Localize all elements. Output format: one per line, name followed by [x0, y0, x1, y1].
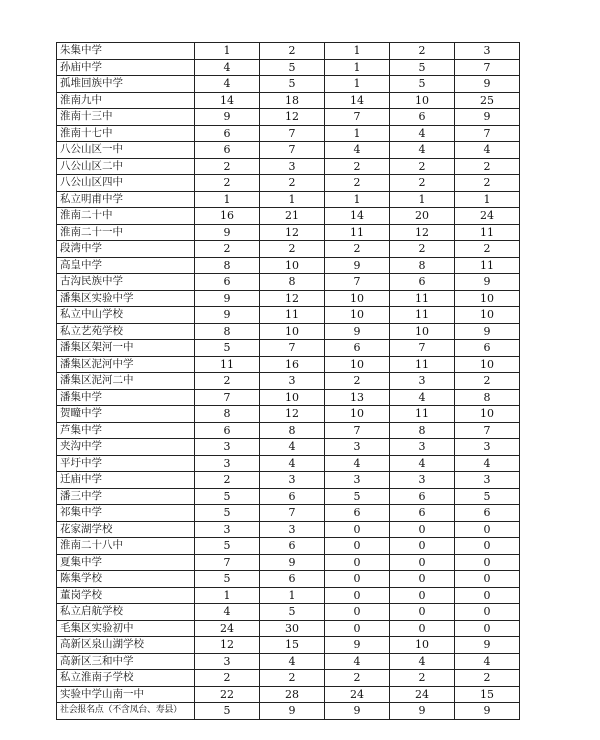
value-cell: 4 [390, 653, 455, 670]
value-cell: 6 [260, 571, 325, 588]
table-row [57, 389, 520, 406]
value-cell: 5 [195, 571, 260, 588]
school-name-cell: 陈集学校 [57, 571, 195, 588]
school-name-cell: 实验中学山南一中 [57, 686, 195, 703]
value-cell: 11 [325, 224, 390, 241]
value-cell: 9 [390, 703, 455, 720]
value-cell: 1 [325, 125, 390, 142]
value-cell: 6 [390, 274, 455, 291]
value-cell: 6 [260, 538, 325, 555]
value-cell: 7 [455, 125, 520, 142]
value-cell: 12 [260, 290, 325, 307]
school-name-cell: 朱集中学 [57, 43, 195, 60]
value-cell: 10 [325, 406, 390, 423]
table-row [57, 653, 520, 670]
value-cell: 3 [455, 472, 520, 489]
table-row [57, 472, 520, 489]
value-cell: 7 [195, 554, 260, 571]
table-row [57, 290, 520, 307]
value-cell: 2 [455, 158, 520, 175]
value-cell: 11 [390, 406, 455, 423]
table-row [57, 637, 520, 654]
value-cell: 9 [325, 323, 390, 340]
value-cell: 11 [455, 257, 520, 274]
table-row [57, 109, 520, 126]
value-cell: 6 [390, 109, 455, 126]
value-cell: 2 [455, 670, 520, 687]
value-cell: 7 [455, 422, 520, 439]
value-cell: 3 [455, 43, 520, 60]
value-cell: 8 [195, 323, 260, 340]
table-row [57, 307, 520, 324]
value-cell: 3 [260, 521, 325, 538]
value-cell: 0 [325, 620, 390, 637]
school-name-cell: 私立艺苑学校 [57, 323, 195, 340]
value-cell: 4 [390, 125, 455, 142]
value-cell: 4 [390, 142, 455, 159]
value-cell: 7 [260, 340, 325, 357]
table-row [57, 340, 520, 357]
value-cell: 3 [260, 158, 325, 175]
table-row [57, 604, 520, 621]
value-cell: 4 [195, 604, 260, 621]
value-cell: 2 [325, 175, 390, 192]
value-cell: 24 [455, 208, 520, 225]
school-name-cell: 私立淮南子学校 [57, 670, 195, 687]
value-cell: 0 [325, 538, 390, 555]
value-cell: 0 [455, 604, 520, 621]
table-row [57, 241, 520, 258]
value-cell: 4 [260, 439, 325, 456]
value-cell: 11 [390, 307, 455, 324]
school-name-cell: 夏集中学 [57, 554, 195, 571]
value-cell: 11 [390, 290, 455, 307]
value-cell: 10 [455, 406, 520, 423]
value-cell: 28 [260, 686, 325, 703]
value-cell: 6 [260, 488, 325, 505]
value-cell: 7 [325, 422, 390, 439]
value-cell: 7 [325, 109, 390, 126]
table-row [57, 587, 520, 604]
value-cell: 5 [390, 76, 455, 93]
table-row [57, 43, 520, 60]
table-row [57, 191, 520, 208]
value-cell: 6 [195, 274, 260, 291]
value-cell: 12 [195, 637, 260, 654]
value-cell: 9 [455, 274, 520, 291]
value-cell: 4 [325, 653, 390, 670]
table-row [57, 455, 520, 472]
table-row [57, 158, 520, 175]
value-cell: 12 [260, 109, 325, 126]
school-name-cell: 私立中山学校 [57, 307, 195, 324]
value-cell: 7 [325, 274, 390, 291]
school-name-cell: 高皇中学 [57, 257, 195, 274]
value-cell: 8 [260, 422, 325, 439]
table-row [57, 125, 520, 142]
value-cell: 1 [325, 59, 390, 76]
value-cell: 21 [260, 208, 325, 225]
school-name-cell: 八公山区二中 [57, 158, 195, 175]
school-name-cell: 潘集区泥河二中 [57, 373, 195, 390]
value-cell: 4 [390, 455, 455, 472]
table-row [57, 554, 520, 571]
value-cell: 0 [390, 521, 455, 538]
value-cell: 1 [325, 76, 390, 93]
school-name-cell: 社会报名点（不含凤台、寿县） [57, 703, 195, 720]
value-cell: 3 [390, 439, 455, 456]
enrollment-table [56, 42, 520, 720]
value-cell: 10 [455, 307, 520, 324]
school-name-cell: 淮南九中 [57, 92, 195, 109]
value-cell: 9 [455, 109, 520, 126]
school-name-cell: 古沟民族中学 [57, 274, 195, 291]
table-row [57, 439, 520, 456]
value-cell: 8 [195, 406, 260, 423]
value-cell: 5 [260, 604, 325, 621]
value-cell: 0 [455, 521, 520, 538]
value-cell: 4 [390, 389, 455, 406]
value-cell: 11 [390, 356, 455, 373]
value-cell: 4 [455, 142, 520, 159]
value-cell: 9 [195, 290, 260, 307]
value-cell: 6 [325, 505, 390, 522]
value-cell: 0 [390, 554, 455, 571]
value-cell: 5 [195, 703, 260, 720]
value-cell: 3 [455, 439, 520, 456]
value-cell: 3 [325, 472, 390, 489]
value-cell: 6 [195, 422, 260, 439]
value-cell: 10 [260, 323, 325, 340]
table-row [57, 488, 520, 505]
value-cell: 6 [325, 340, 390, 357]
value-cell: 0 [455, 554, 520, 571]
value-cell: 1 [195, 191, 260, 208]
value-cell: 9 [260, 703, 325, 720]
value-cell: 25 [455, 92, 520, 109]
table-row [57, 257, 520, 274]
value-cell: 7 [195, 389, 260, 406]
value-cell: 0 [325, 521, 390, 538]
value-cell: 15 [455, 686, 520, 703]
value-cell: 3 [195, 439, 260, 456]
value-cell: 18 [260, 92, 325, 109]
value-cell: 9 [325, 637, 390, 654]
table-row [57, 208, 520, 225]
school-name-cell: 潘集中学 [57, 389, 195, 406]
table-row [57, 76, 520, 93]
value-cell: 9 [455, 76, 520, 93]
value-cell: 2 [455, 241, 520, 258]
value-cell: 0 [455, 538, 520, 555]
value-cell: 12 [260, 406, 325, 423]
value-cell: 7 [260, 505, 325, 522]
value-cell: 12 [390, 224, 455, 241]
value-cell: 2 [260, 670, 325, 687]
school-name-cell: 段湾中学 [57, 241, 195, 258]
value-cell: 9 [195, 224, 260, 241]
value-cell: 10 [455, 356, 520, 373]
school-name-cell: 淮南二十中 [57, 208, 195, 225]
table-row [57, 142, 520, 159]
value-cell: 7 [455, 59, 520, 76]
table-row [57, 538, 520, 555]
value-cell: 2 [390, 43, 455, 60]
value-cell: 2 [325, 670, 390, 687]
value-cell: 7 [390, 340, 455, 357]
value-cell: 0 [325, 554, 390, 571]
value-cell: 4 [260, 455, 325, 472]
value-cell: 10 [390, 92, 455, 109]
value-cell: 0 [455, 571, 520, 588]
value-cell: 2 [195, 670, 260, 687]
value-cell: 6 [195, 142, 260, 159]
value-cell: 2 [325, 373, 390, 390]
value-cell: 4 [195, 76, 260, 93]
value-cell: 15 [260, 637, 325, 654]
value-cell: 3 [195, 653, 260, 670]
value-cell: 0 [390, 571, 455, 588]
value-cell: 0 [455, 587, 520, 604]
table-row [57, 406, 520, 423]
school-name-cell: 潘三中学 [57, 488, 195, 505]
value-cell: 12 [260, 224, 325, 241]
value-cell: 9 [455, 703, 520, 720]
value-cell: 4 [455, 653, 520, 670]
value-cell: 14 [195, 92, 260, 109]
value-cell: 10 [390, 637, 455, 654]
table-row [57, 356, 520, 373]
table-row [57, 505, 520, 522]
value-cell: 3 [260, 373, 325, 390]
value-cell: 16 [195, 208, 260, 225]
table-row [57, 92, 520, 109]
value-cell: 1 [325, 191, 390, 208]
value-cell: 5 [195, 538, 260, 555]
value-cell: 3 [260, 472, 325, 489]
value-cell: 0 [325, 587, 390, 604]
value-cell: 5 [325, 488, 390, 505]
value-cell: 30 [260, 620, 325, 637]
value-cell: 1 [455, 191, 520, 208]
value-cell: 14 [325, 92, 390, 109]
value-cell: 2 [260, 43, 325, 60]
value-cell: 2 [390, 241, 455, 258]
value-cell: 6 [455, 505, 520, 522]
value-cell: 2 [195, 373, 260, 390]
value-cell: 0 [325, 604, 390, 621]
value-cell: 5 [195, 488, 260, 505]
value-cell: 24 [195, 620, 260, 637]
value-cell: 2 [195, 175, 260, 192]
value-cell: 2 [390, 158, 455, 175]
value-cell: 4 [325, 455, 390, 472]
value-cell: 6 [195, 125, 260, 142]
value-cell: 9 [455, 323, 520, 340]
value-cell: 0 [325, 571, 390, 588]
value-cell: 10 [325, 290, 390, 307]
school-name-cell: 平圩中学 [57, 455, 195, 472]
table-row [57, 703, 520, 720]
value-cell: 0 [390, 587, 455, 604]
value-cell: 10 [325, 356, 390, 373]
table-row [57, 620, 520, 637]
value-cell: 6 [390, 488, 455, 505]
table-row [57, 571, 520, 588]
value-cell: 0 [390, 620, 455, 637]
value-cell: 2 [455, 373, 520, 390]
value-cell: 2 [195, 472, 260, 489]
value-cell: 5 [195, 340, 260, 357]
school-name-cell: 淮南十七中 [57, 125, 195, 142]
school-name-cell: 高新区三和中学 [57, 653, 195, 670]
value-cell: 9 [325, 257, 390, 274]
value-cell: 14 [325, 208, 390, 225]
value-cell: 20 [390, 208, 455, 225]
table-row [57, 175, 520, 192]
value-cell: 1 [260, 191, 325, 208]
school-name-cell: 淮南十三中 [57, 109, 195, 126]
value-cell: 9 [455, 637, 520, 654]
school-name-cell: 高新区泉山湖学校 [57, 637, 195, 654]
value-cell: 5 [260, 76, 325, 93]
value-cell: 3 [195, 455, 260, 472]
value-cell: 11 [195, 356, 260, 373]
table-row [57, 323, 520, 340]
school-name-cell: 祁集中学 [57, 505, 195, 522]
value-cell: 9 [325, 703, 390, 720]
value-cell: 3 [325, 439, 390, 456]
table-row [57, 59, 520, 76]
school-name-cell: 孙庙中学 [57, 59, 195, 76]
value-cell: 1 [195, 43, 260, 60]
value-cell: 4 [325, 142, 390, 159]
school-name-cell: 孤堆回族中学 [57, 76, 195, 93]
value-cell: 2 [455, 175, 520, 192]
value-cell: 11 [455, 224, 520, 241]
value-cell: 9 [260, 554, 325, 571]
value-cell: 4 [195, 59, 260, 76]
value-cell: 0 [390, 604, 455, 621]
value-cell: 16 [260, 356, 325, 373]
value-cell: 4 [260, 653, 325, 670]
value-cell: 2 [195, 158, 260, 175]
value-cell: 8 [195, 257, 260, 274]
value-cell: 10 [260, 389, 325, 406]
value-cell: 2 [260, 175, 325, 192]
value-cell: 9 [195, 307, 260, 324]
school-name-cell: 贺疃中学 [57, 406, 195, 423]
value-cell: 6 [455, 340, 520, 357]
value-cell: 1 [260, 587, 325, 604]
value-cell: 24 [325, 686, 390, 703]
value-cell: 8 [455, 389, 520, 406]
table-row [57, 686, 520, 703]
school-name-cell: 花家湖学校 [57, 521, 195, 538]
school-name-cell: 迁庙中学 [57, 472, 195, 489]
value-cell: 3 [390, 472, 455, 489]
value-cell: 8 [390, 422, 455, 439]
value-cell: 3 [390, 373, 455, 390]
value-cell: 5 [390, 59, 455, 76]
school-name-cell: 私立明甫中学 [57, 191, 195, 208]
school-name-cell: 八公山区一中 [57, 142, 195, 159]
table-row [57, 422, 520, 439]
school-name-cell: 淮南二十八中 [57, 538, 195, 555]
value-cell: 1 [325, 43, 390, 60]
value-cell: 8 [260, 274, 325, 291]
value-cell: 10 [390, 323, 455, 340]
value-cell: 11 [260, 307, 325, 324]
value-cell: 9 [195, 109, 260, 126]
value-cell: 10 [325, 307, 390, 324]
school-name-cell: 潘集区架河一中 [57, 340, 195, 357]
table-body [57, 43, 520, 720]
school-name-cell: 八公山区四中 [57, 175, 195, 192]
school-name-cell: 潘集区实验中学 [57, 290, 195, 307]
value-cell: 1 [195, 587, 260, 604]
value-cell: 2 [195, 241, 260, 258]
school-name-cell: 潘集区泥河中学 [57, 356, 195, 373]
value-cell: 4 [455, 455, 520, 472]
value-cell: 1 [390, 191, 455, 208]
table-row [57, 670, 520, 687]
value-cell: 10 [260, 257, 325, 274]
value-cell: 13 [325, 389, 390, 406]
school-name-cell: 淮南二十一中 [57, 224, 195, 241]
school-name-cell: 夹沟中学 [57, 439, 195, 456]
value-cell: 2 [390, 175, 455, 192]
value-cell: 5 [195, 505, 260, 522]
value-cell: 2 [325, 241, 390, 258]
value-cell: 7 [260, 125, 325, 142]
value-cell: 2 [325, 158, 390, 175]
value-cell: 10 [455, 290, 520, 307]
table-row [57, 373, 520, 390]
table-row [57, 521, 520, 538]
value-cell: 22 [195, 686, 260, 703]
value-cell: 5 [260, 59, 325, 76]
school-name-cell: 芦集中学 [57, 422, 195, 439]
school-name-cell: 毛集区实验初中 [57, 620, 195, 637]
school-name-cell: 董岗学校 [57, 587, 195, 604]
value-cell: 6 [390, 505, 455, 522]
table-row [57, 224, 520, 241]
value-cell: 0 [455, 620, 520, 637]
value-cell: 3 [195, 521, 260, 538]
value-cell: 24 [390, 686, 455, 703]
value-cell: 5 [455, 488, 520, 505]
table-row [57, 274, 520, 291]
value-cell: 2 [390, 670, 455, 687]
value-cell: 2 [260, 241, 325, 258]
school-name-cell: 私立启航学校 [57, 604, 195, 621]
value-cell: 0 [390, 538, 455, 555]
value-cell: 7 [260, 142, 325, 159]
value-cell: 8 [390, 257, 455, 274]
